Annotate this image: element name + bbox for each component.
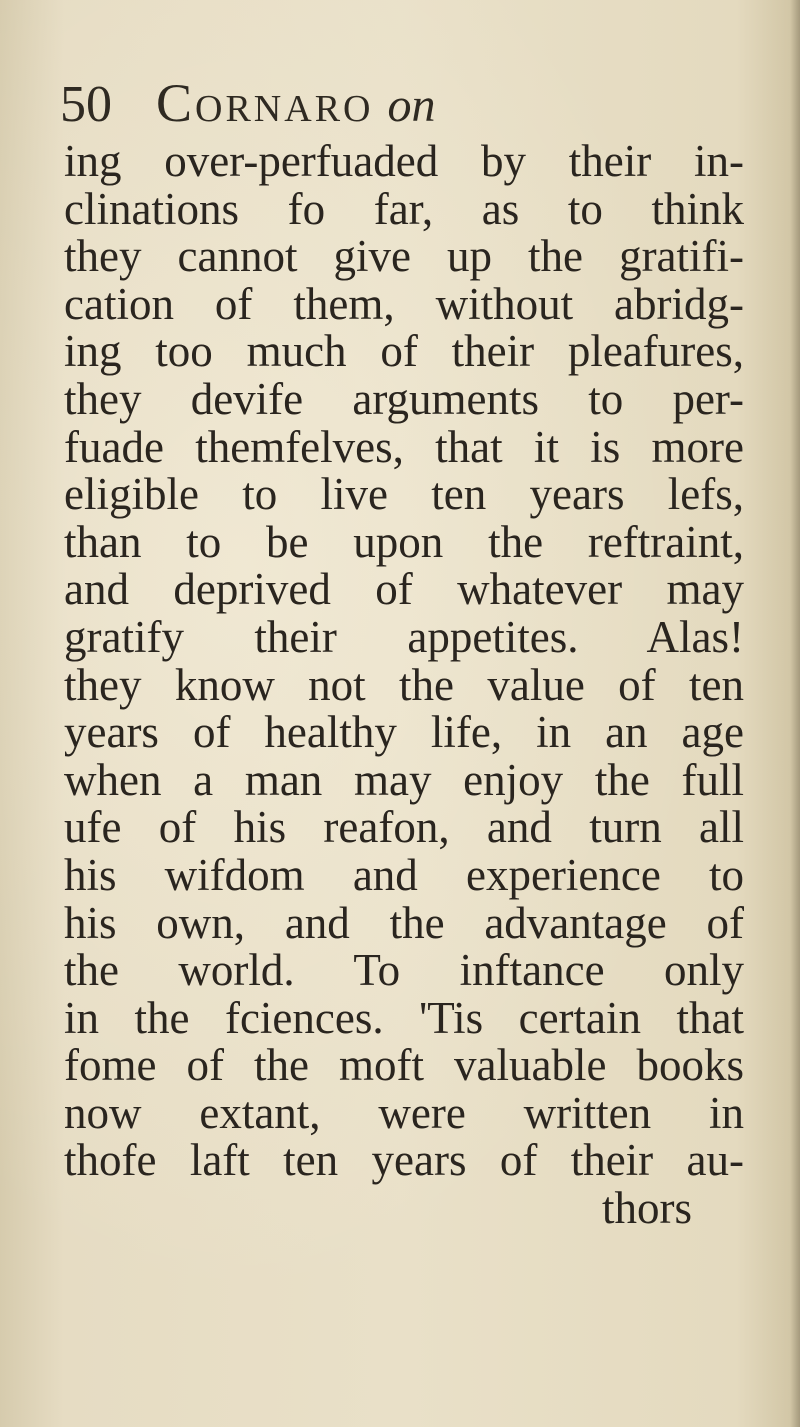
text-line: they know not the value of ten bbox=[64, 659, 744, 710]
text-line: they devife arguments to per- bbox=[64, 373, 744, 424]
running-head-suffix: on bbox=[387, 79, 436, 132]
text-line: gratify their appetites. Alas! bbox=[64, 611, 744, 662]
text-line: thofe laft ten years of their au- bbox=[64, 1135, 744, 1186]
catchword: thors bbox=[602, 1183, 692, 1234]
page-edge-shadow bbox=[790, 0, 800, 1427]
text-line: years of healthy life, in an age bbox=[64, 707, 744, 758]
running-head: Cornaro bbox=[156, 73, 374, 133]
text-line: now extant, were written in bbox=[64, 1087, 744, 1138]
body-text bbox=[64, 138, 744, 1233]
text-line: clinations fo far, as to think bbox=[64, 183, 744, 234]
text-line: cation of them, without abridg- bbox=[64, 278, 744, 329]
text-line: than to be upon the reftraint, bbox=[64, 516, 744, 567]
text-line: when a man may enjoy the full bbox=[64, 754, 744, 805]
text-line: his wifdom and experience to bbox=[64, 849, 744, 900]
text-line: and deprived of whatever may bbox=[64, 564, 744, 615]
text-line: the world. To inftance only bbox=[64, 945, 744, 996]
text-line: fuade themfelves, that it is more bbox=[64, 421, 744, 472]
text-line: ing too much of their pleafures, bbox=[64, 326, 744, 377]
text-line: in the fciences. 'Tis certain that bbox=[64, 992, 744, 1043]
text-line: eligible to live ten years lefs, bbox=[64, 469, 744, 520]
text-line: ufe of his reafon, and turn all bbox=[64, 802, 744, 853]
text-line: fome of the moft valuable books bbox=[64, 1040, 744, 1091]
text-line: they cannot give up the gratifi- bbox=[64, 231, 744, 282]
page-header bbox=[60, 72, 435, 142]
text-line: ing over-perfuaded by their in- bbox=[64, 136, 744, 186]
text-line: his own, and the advantage of bbox=[64, 897, 744, 948]
page-number: 50 bbox=[60, 76, 112, 133]
